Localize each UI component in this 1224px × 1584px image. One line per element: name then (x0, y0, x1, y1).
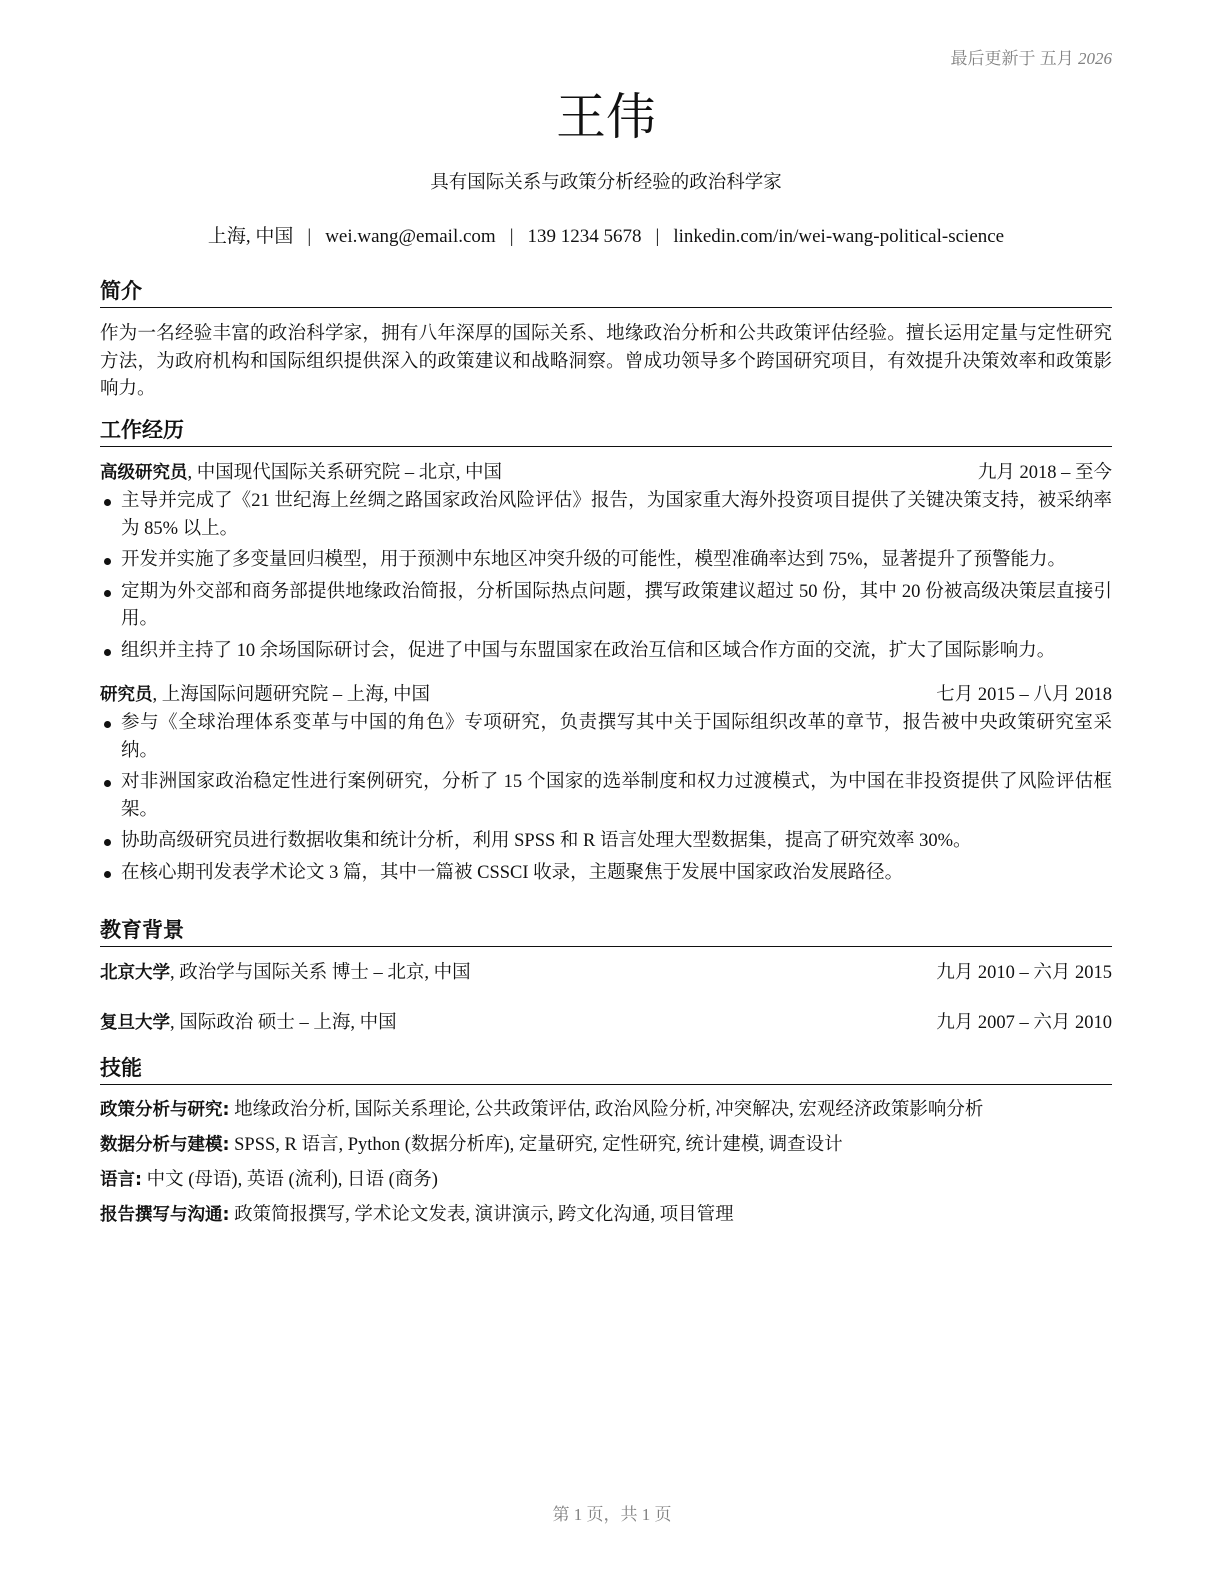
section-title-education: 教育背景 (100, 916, 1112, 947)
contact-separator: | (655, 226, 660, 247)
job-bullet: 组织并主持了 10 余场国际研讨会，促进了中国与东盟国家在政治互信和区域合作方面的交流，扩大了国际影响力。 (100, 638, 1112, 666)
job-dates: 七月 2015 – 八月 2018 (936, 685, 1112, 705)
education-section (100, 916, 1112, 1038)
last-updated (951, 44, 1113, 69)
education-title-line (100, 959, 471, 988)
job-org: , 上海国际问题研究院 – 上海, 中国 (152, 685, 431, 705)
contact-location: 上海, 中国 (207, 226, 294, 247)
contact-phone: 139 1234 5678 (527, 226, 642, 247)
job-bullet: 参与《全球治理体系变革与中国的角色》专项研究，负责撰写其中关于国际组织改革的章节，报告被中央政策研究室采纳。 (100, 710, 1112, 765)
section-title-skills: 技能 (100, 1054, 1112, 1085)
experience-section (100, 416, 1112, 891)
skill-value: 政策简报撰写, 学术论文发表, 演讲演示, 跨文化沟通, 项目管理 (229, 1205, 734, 1225)
job-header (100, 459, 1112, 488)
skills-section (100, 1054, 1112, 1233)
education-dates: 九月 2010 – 六月 2015 (936, 963, 1112, 983)
job-org: , 中国现代国际关系研究院 – 北京, 中国 (187, 463, 503, 483)
education-entry (100, 959, 1112, 988)
skill-value: SPSS, R 语言, Python (数据分析库), 定量研究, 定性研究, 统计建模, 调查设计 (229, 1135, 843, 1155)
skill-label: 数据分析与建模: (100, 1135, 230, 1155)
job-title-line (100, 459, 502, 488)
summary-section (100, 277, 1112, 404)
job-entry (100, 459, 1112, 665)
education-title-line (100, 1009, 397, 1038)
contact-email[interactable]: wei.wang@email.com (325, 226, 496, 247)
section-title-experience: 工作经历 (100, 416, 1112, 447)
education-entry (100, 1009, 1112, 1038)
job-bullet: 定期为外交部和商务部提供地缘政治简报，分析国际热点问题，撰写政策建议超过 50 份，其中 20 份被高级决策层直接引用。 (100, 579, 1112, 634)
candidate-name: 王伟 (556, 88, 656, 146)
contact-linkedin[interactable]: linkedin.com/in/wei-wang-political-science (673, 226, 1005, 247)
job-bullets (100, 488, 1112, 665)
job-bullet: 对非洲国家政治稳定性进行案例研究，分析了 15 个国家的选举制度和权力过渡模式，为中国在非投资提供了风险评估框架。 (100, 769, 1112, 824)
last-updated-month: 最后更新于 五月 (950, 49, 1074, 68)
contact-separator: | (307, 226, 312, 247)
tagline: 具有国际关系与政策分析经验的政治科学家 (430, 173, 782, 193)
last-updated-year: 2026 (1078, 49, 1112, 68)
summary-text: 作为一名经验丰富的政治科学家，拥有八年深厚的国际关系、地缘政治分析和公共政策评估经验。擅长运用定量与定性研究方法，为政府机构和国际组织提供深入的政策建议和战略洞察。曾成功领导多个跨国研究项目，有效提升决策效率和政策影响力。 (100, 324, 1112, 399)
job-bullets (100, 710, 1112, 887)
skill-value: 中文 (母语), 英语 (流利), 日语 (商务) (142, 1170, 438, 1190)
job-dates: 九月 2018 – 至今 (977, 463, 1112, 483)
education-dates: 九月 2007 – 六月 2010 (936, 1013, 1112, 1033)
education-detail: , 政治学与国际关系 博士 – 北京, 中国 (170, 963, 471, 983)
education-detail: , 国际政治 硕士 – 上海, 中国 (170, 1013, 397, 1033)
skill-label: 报告撰写与沟通: (100, 1205, 230, 1225)
skill-row (100, 1163, 1112, 1198)
contact-separator: | (509, 226, 514, 247)
skills-list (100, 1093, 1112, 1233)
skill-label: 政策分析与研究: (100, 1100, 230, 1120)
skill-row (100, 1128, 1112, 1163)
job-role: 研究员 (100, 685, 153, 705)
job-bullet: 在核心期刊发表学术论文 3 篇，其中一篇被 CSSCI 收录，主题聚焦于发展中国家政治发展路径。 (100, 860, 1112, 888)
education-school: 北京大学 (100, 963, 170, 983)
skill-value: 地缘政治分析, 国际关系理论, 公共政策评估, 政治风险分析, 冲突解决, 宏观经济政策影响分析 (229, 1100, 984, 1120)
job-role: 高级研究员 (100, 463, 188, 483)
job-header (100, 681, 1112, 710)
skill-label: 语言: (100, 1170, 142, 1190)
job-bullet: 协助高级研究员进行数据收集和统计分析，利用 SPSS 和 R 语言处理大型数据集，提高了研究效率 30%。 (100, 828, 1112, 856)
skill-row (100, 1093, 1112, 1128)
job-title-line (100, 681, 430, 710)
skill-row (100, 1198, 1112, 1233)
education-school: 复旦大学 (100, 1013, 170, 1033)
job-bullet: 开发并实施了多变量回归模型，用于预测中东地区冲突升级的可能性，模型准确率达到 75%，显著提升了预警能力。 (100, 547, 1112, 575)
page-footer: 第 1 页，共 1 页 (552, 1505, 672, 1524)
job-bullet: 主导并完成了《21 世纪海上丝绸之路国家政治风险评估》报告，为国家重大海外投资项目提供了关键决策支持，被采纳率为 85% 以上。 (100, 488, 1112, 543)
contact-line (100, 222, 1112, 252)
job-entry (100, 681, 1112, 887)
section-title-summary: 简介 (100, 277, 1112, 308)
